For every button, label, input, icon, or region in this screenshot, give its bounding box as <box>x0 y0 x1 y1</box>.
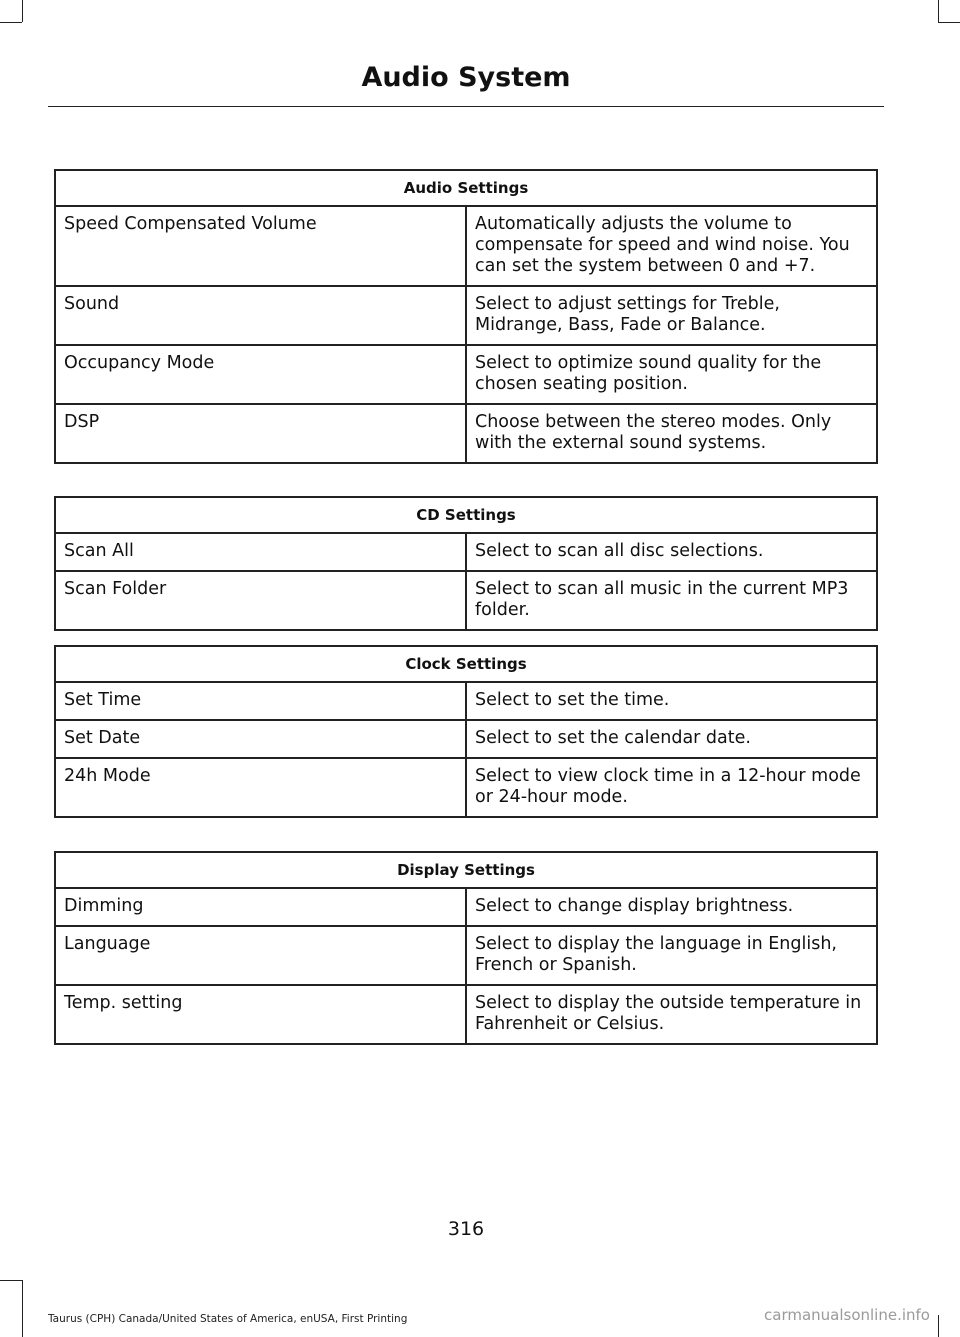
crop-mark <box>0 1280 22 1281</box>
table-row <box>55 985 877 1044</box>
setting-name: Set Time <box>55 682 466 720</box>
page-title: Audio System <box>361 62 571 93</box>
audio-settings-table <box>54 169 878 464</box>
setting-name: Sound <box>55 286 466 345</box>
setting-name: Scan All <box>55 533 466 571</box>
table-row <box>55 758 877 817</box>
crop-mark <box>938 1315 939 1337</box>
watermark: carmanualsonline.info <box>764 1306 930 1324</box>
crop-mark <box>938 0 939 22</box>
crop-mark <box>0 22 22 23</box>
crop-mark <box>22 0 23 22</box>
table-row <box>55 720 877 758</box>
table-row <box>55 286 877 345</box>
setting-description: Choose between the stereo modes. Only with the external sound systems. <box>466 404 877 463</box>
setting-name: Dimming <box>55 888 466 926</box>
setting-name: Occupancy Mode <box>55 345 466 404</box>
table-row <box>55 345 877 404</box>
display-settings-table <box>54 851 878 1045</box>
setting-description: Select to change display brightness. <box>466 888 877 926</box>
crop-mark <box>938 22 960 23</box>
table-title: Display Settings <box>55 852 877 888</box>
setting-description: Select to adjust settings for Treble, Midrange, Bass, Fade or Balance. <box>466 286 877 345</box>
table-row <box>55 888 877 926</box>
setting-name: Speed Compensated Volume <box>55 206 466 286</box>
edition-footer: Taurus (CPH) Canada/United States of America, enUSA, First Printing <box>48 1313 408 1325</box>
table-row <box>55 571 877 630</box>
setting-name: Language <box>55 926 466 985</box>
setting-description: Select to set the calendar date. <box>466 720 877 758</box>
setting-description: Select to scan all disc selections. <box>466 533 877 571</box>
header-divider <box>48 106 884 107</box>
clock-settings-table <box>54 645 878 818</box>
setting-name: Scan Folder <box>55 571 466 630</box>
table-title: Clock Settings <box>55 646 877 682</box>
setting-description: Select to optimize sound quality for the chosen seating position. <box>466 345 877 404</box>
table-title: Audio Settings <box>55 170 877 206</box>
setting-name: DSP <box>55 404 466 463</box>
cd-settings-table <box>54 496 878 631</box>
setting-description: Select to view clock time in a 12-hour mode or 24-hour mode. <box>466 758 877 817</box>
setting-description: Select to set the time. <box>466 682 877 720</box>
setting-description: Select to display the outside temperature in Fahrenheit or Celsius. <box>466 985 877 1044</box>
table-row <box>55 926 877 985</box>
setting-name: 24h Mode <box>55 758 466 817</box>
table-row <box>55 404 877 463</box>
page-number: 316 <box>447 1218 485 1240</box>
setting-name: Set Date <box>55 720 466 758</box>
crop-mark <box>22 1280 23 1337</box>
table-row <box>55 206 877 286</box>
table-row <box>55 533 877 571</box>
table-row <box>55 682 877 720</box>
setting-description: Select to scan all music in the current MP3 folder. <box>466 571 877 630</box>
setting-name: Temp. setting <box>55 985 466 1044</box>
setting-description: Select to display the language in English, French or Spanish. <box>466 926 877 985</box>
table-title: CD Settings <box>55 497 877 533</box>
setting-description: Automatically adjusts the volume to compensate for speed and wind noise. You can set the system between 0 and +7. <box>466 206 877 286</box>
